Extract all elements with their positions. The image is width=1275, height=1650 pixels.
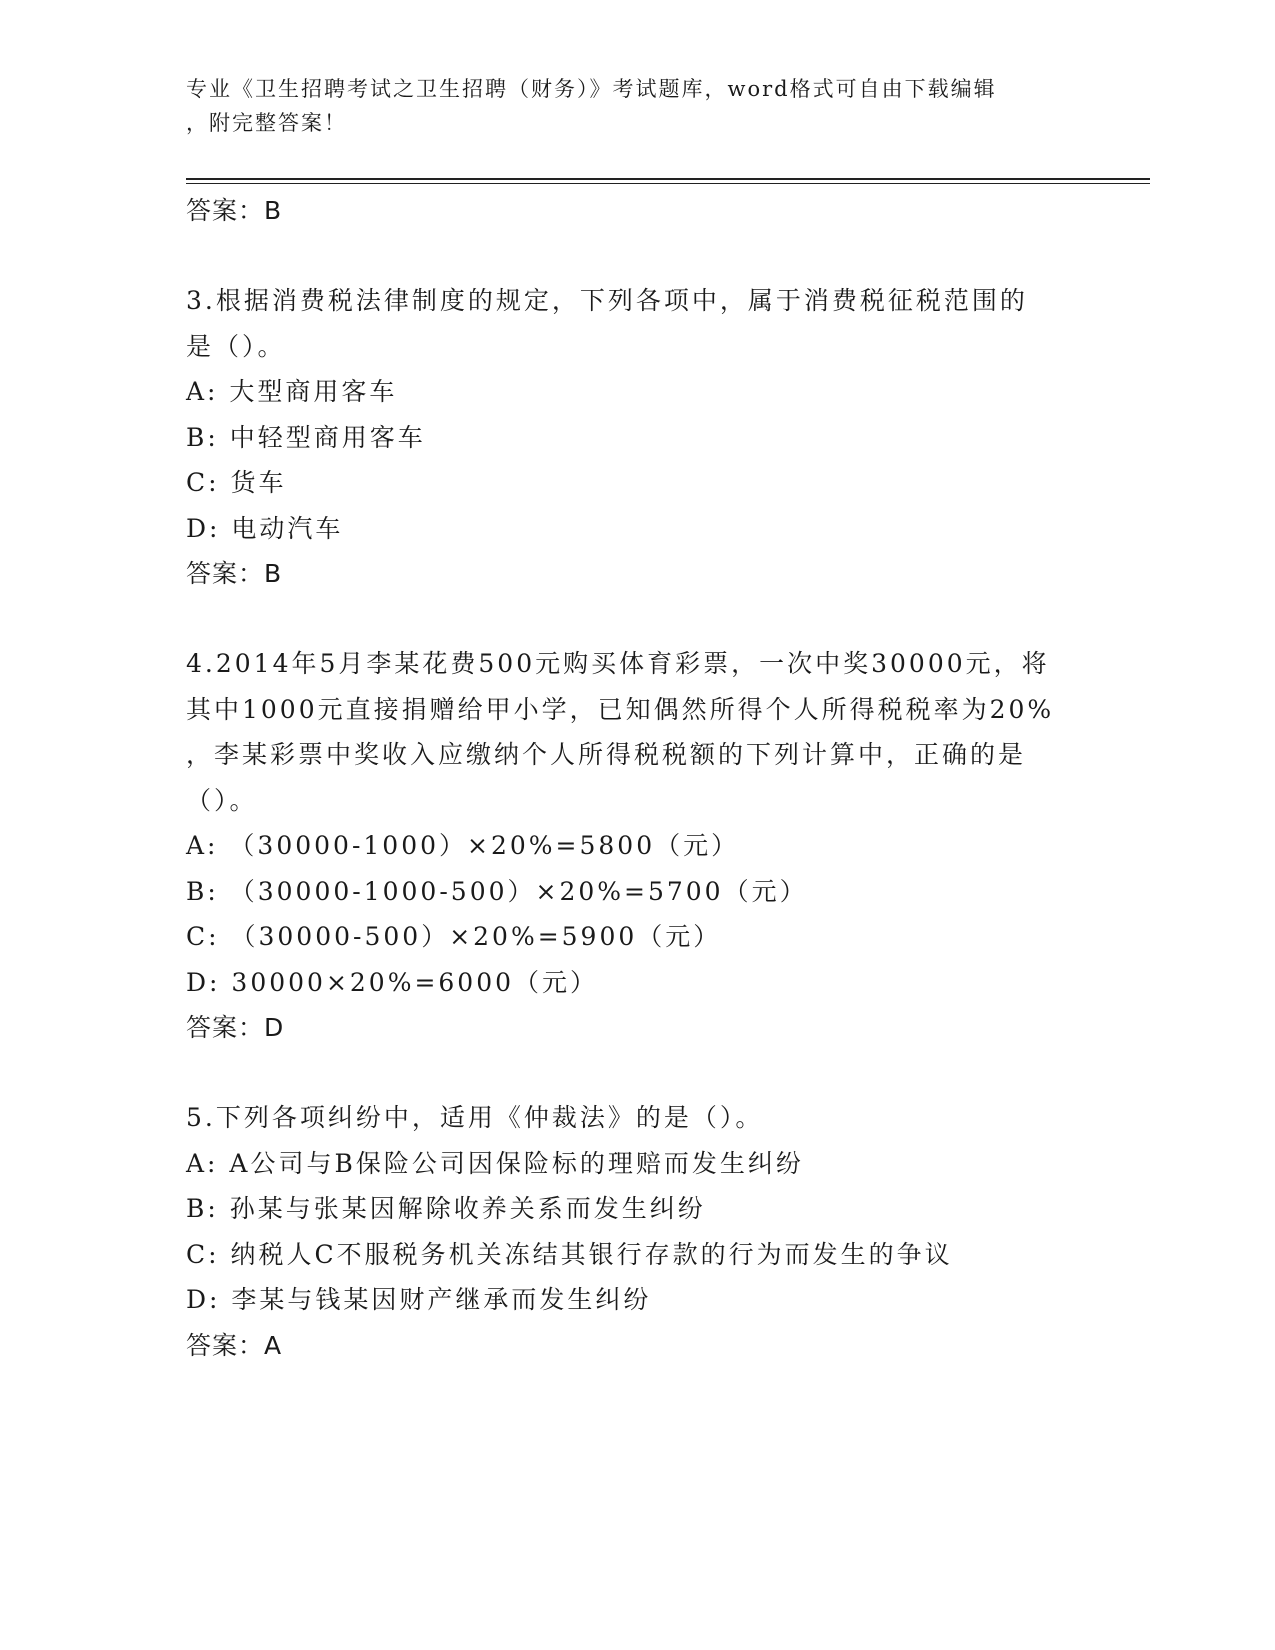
option-c: C: 货车 bbox=[186, 468, 287, 497]
option-b: B: 孙某与张某因解除收养关系而发生纠纷 bbox=[186, 1194, 706, 1223]
option-a: A: A公司与B保险公司因保险标的理赔而发生纠纷 bbox=[186, 1148, 804, 1178]
header-rule-thin bbox=[186, 183, 1150, 184]
question-text bbox=[186, 1095, 1086, 1141]
option-a: A: 大型商用客车 bbox=[186, 377, 398, 406]
option-d: D: 电动汽车 bbox=[186, 513, 344, 543]
answer-prev: 答案：B bbox=[186, 196, 283, 225]
option-b: B: （30000-1000-500）×20%=5700（元） bbox=[186, 876, 808, 906]
answer: 答案：B bbox=[186, 559, 283, 588]
option-d: D: 30000×20%=6000（元） bbox=[186, 967, 599, 997]
header-line-1: 专业《卫生招聘考试之卫生招聘（财务）》考试题库，word格式可自由下载编辑 bbox=[186, 77, 997, 101]
question-text-line: 其中1000元直接捐赠给甲小学，已知偶然所得个人所得税税率为20% bbox=[186, 694, 1055, 724]
question-text-line: 5.下列各项纠纷中，适用《仲裁法》的是（）。 bbox=[186, 1103, 764, 1132]
option-c: C: （30000-500）×20%=5900（元） bbox=[186, 922, 722, 951]
question-text-line: （）。 bbox=[186, 785, 258, 815]
question-3 bbox=[186, 278, 1086, 596]
option-d: D: 李某与钱某因财产继承而发生纠纷 bbox=[186, 1285, 652, 1314]
question-text-line: ，李某彩票中奖收入应缴纳个人所得税税额的下列计算中，正确的是 bbox=[186, 740, 1027, 769]
question-text bbox=[186, 641, 1086, 823]
question-text-line: 3.根据消费税法律制度的规定，下列各项中，属于消费税征税范围的 bbox=[186, 286, 1028, 315]
option-a: A: （30000-1000）×20%=5800（元） bbox=[186, 831, 740, 860]
header-rule-thick bbox=[186, 178, 1150, 180]
answer: 答案：D bbox=[186, 1013, 285, 1042]
question-text-line: 是（）。 bbox=[186, 331, 286, 361]
option-b: B: 中轻型商用客车 bbox=[186, 422, 426, 452]
answer: 答案：A bbox=[186, 1330, 283, 1360]
document-body bbox=[186, 188, 1086, 1368]
question-4 bbox=[186, 641, 1086, 1050]
question-text bbox=[186, 278, 1086, 369]
option-c: C: 纳税人C不服税务机关冻结其银行存款的行为而发生的争议 bbox=[186, 1239, 953, 1269]
page-header bbox=[186, 72, 1076, 140]
header-line-2: ，附完整答案！ bbox=[186, 111, 347, 135]
question-text-line: 4.2014年5月李某花费500元购买体育彩票，一次中奖30000元，将 bbox=[186, 649, 1050, 678]
question-5 bbox=[186, 1095, 1086, 1368]
